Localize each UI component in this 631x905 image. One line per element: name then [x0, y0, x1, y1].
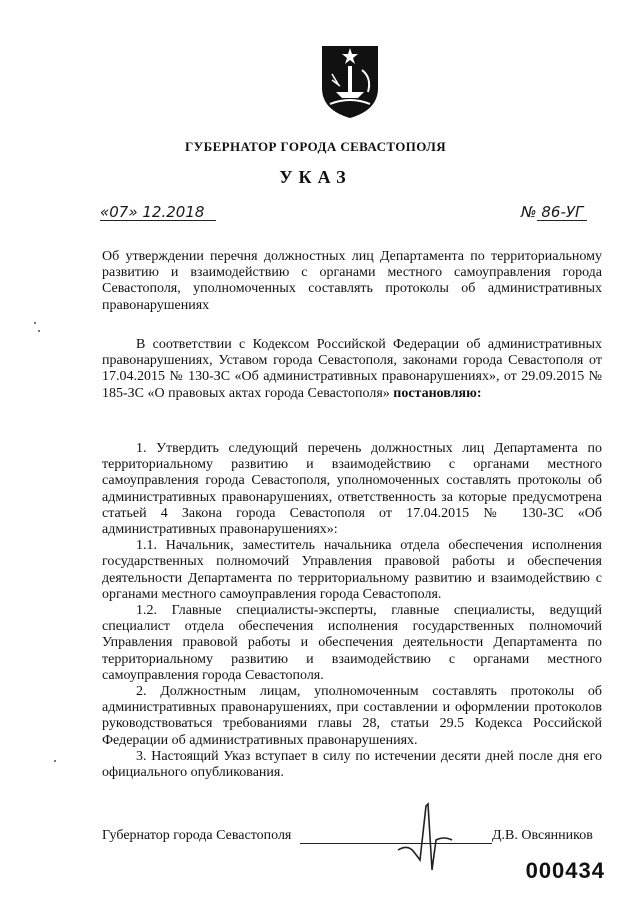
signer-name: Д.В. Овсянников: [492, 828, 593, 843]
scan-speck: [54, 760, 56, 762]
coat-of-arms-icon: [318, 44, 382, 120]
legal-basis-text: В соответствии с Кодексом Российской Федерации об административных правонарушениях, Уставом города Севастополя, законами города Севастополя от 17.04.2015 № 130-ЗС «Об административных правонарушениях», от 29.09.2015 № 185-ЗС «О правовых актах города Севастополя»: [102, 337, 602, 401]
item-1-2: 1.2. Главные специалисты-эксперты, главные специалисты, ведущий специалист отдела обеспечения исполнения государственных полномочий Управления правовой работы и обеспечения деятельности Департамента по территориальному развитию и взаимодействию с органами местного самоуправления города Севастополя.: [102, 603, 602, 683]
issuer-title: ГУБЕРНАТОР ГОРОДА СЕВАСТОПОЛЯ: [184, 139, 447, 154]
decree-items: [102, 441, 602, 781]
document-type: УКАЗ: [279, 167, 352, 187]
item-3: 3. Настоящий Указ вступает в силу по истечении десяти дней после дня его официального опубликования.: [102, 748, 602, 781]
registration-number: 000434: [525, 858, 605, 883]
item-1: 1. Утвердить следующий перечень должностных лиц Департамента по территориальному развитию и взаимодействию с органами местного самоуправления города Севастополя, уполномоченных составлять протоколы об административных правонарушениях, ответственность за которые предусмотрена статьей 4 Закона города Севастополя от 17.04.2015 № 130-ЗС «Об административных правонарушениях»:: [102, 441, 602, 538]
document-date: «07» 12.2018: [100, 203, 205, 221]
date-underline: [100, 220, 216, 221]
scan-speck: [34, 322, 36, 324]
number-underline: [537, 220, 587, 221]
item-1-1: 1.1. Начальник, заместитель начальника отдела обеспечения исполнения государственных полномочий Управления правовой работы и обеспечения деятельности Департамента по территориальному развитию и взаимодействию с органами местного самоуправления города Севастополя.: [102, 538, 602, 602]
decree-subject: Об утверждении перечня должностных лиц Департамента по территориальному развитию и взаимодействию с органами местного самоуправления города Севастополя, уполномоченных составлять протоколы об административных правонарушениях: [102, 249, 602, 313]
item-2: 2. Должностным лицам, уполномоченным составлять протоколы об административных правонарушениях, при составлении и оформлении протоколов руководствоваться требованиями главы 28, статьи 29.5 Кодекса Российской Федерации об административных правонарушениях.: [102, 684, 602, 748]
legal-basis: [102, 337, 602, 402]
handwritten-signature-icon: [390, 800, 460, 875]
ordering-word: постановляю:: [393, 385, 482, 401]
signer-position: Губернатор города Севастополя: [102, 828, 292, 843]
document-number: № 86-УГ: [521, 203, 584, 221]
scan-speck: [38, 330, 40, 332]
